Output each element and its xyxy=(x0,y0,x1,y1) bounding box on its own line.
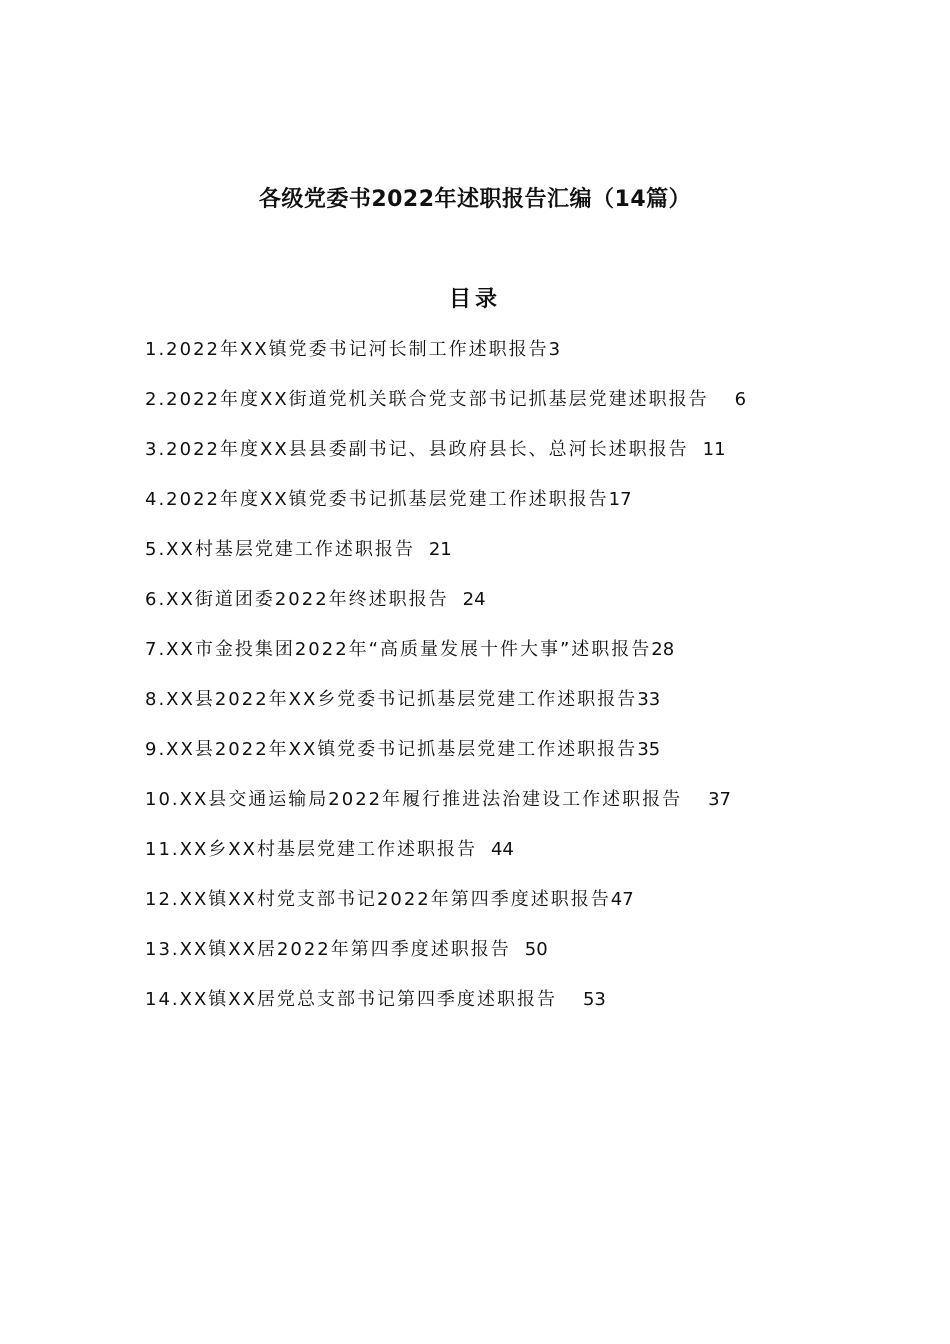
toc-entry[interactable] xyxy=(145,435,825,485)
toc-entry-page-number: 3 xyxy=(548,339,561,360)
toc-entry-page-number: 44 xyxy=(490,839,514,860)
toc-entry-page-number: 37 xyxy=(708,789,732,810)
toc-entry-page-number: 11 xyxy=(702,439,726,460)
toc-entry-title: 8.XX县2022年XX乡党委书记抓基层党建工作述职报告 xyxy=(145,689,638,710)
toc-entry-page-number: 47 xyxy=(610,889,634,910)
toc-entry-title: 11.XX乡XX村基层党建工作述职报告 xyxy=(145,839,477,860)
toc-entry[interactable] xyxy=(145,885,825,935)
toc-entry-page-number: 17 xyxy=(608,489,632,510)
toc-entry-page-number: 33 xyxy=(637,689,661,710)
toc-entry-title: 10.XX县交通运输局2022年履行推进法治建设工作述职报告 xyxy=(145,789,683,810)
toc-entry-title: 3.2022年度XX县县委副书记、县政府县长、总河长述职报告 xyxy=(145,439,689,460)
toc-entry-page-number: 53 xyxy=(582,989,606,1010)
toc-entry-page-number: 6 xyxy=(734,389,747,410)
toc-entry-title: 5.XX村基层党建工作述职报告 xyxy=(145,539,415,560)
toc-entry[interactable] xyxy=(145,785,825,835)
toc-entry[interactable] xyxy=(145,685,825,735)
toc-entry-title: 2.2022年度XX街道党机关联合党支部书记抓基层党建述职报告 xyxy=(145,389,709,410)
toc-entry-title: 7.XX市金投集团2022年“高质量发展十件大事”述职报告 xyxy=(145,639,652,660)
document-title: 各级党委书2022年述职报告汇编（14篇） xyxy=(258,187,692,212)
toc-entry[interactable] xyxy=(145,735,825,785)
toc-entry[interactable] xyxy=(145,535,825,585)
toc-entry[interactable] xyxy=(145,485,825,535)
toc-entry-page-number: 50 xyxy=(524,939,548,960)
toc-entry-page-number: 35 xyxy=(637,739,661,760)
toc-entry[interactable] xyxy=(145,585,825,635)
toc-entry[interactable] xyxy=(145,985,825,1035)
toc-entry[interactable] xyxy=(145,935,825,985)
toc-entry[interactable] xyxy=(145,335,825,385)
toc-entry-title: 14.XX镇XX居党总支部书记第四季度述职报告 xyxy=(145,989,557,1010)
toc-entry[interactable] xyxy=(145,635,825,685)
toc-entry-title: 6.XX街道团委2022年终述职报告 xyxy=(145,589,449,610)
toc-entry[interactable] xyxy=(145,385,825,435)
table-of-contents xyxy=(145,335,825,1035)
toc-entry-page-number: 21 xyxy=(428,539,452,560)
toc-entry-title: 13.XX镇XX居2022年第四季度述职报告 xyxy=(145,939,511,960)
toc-entry-title: 9.XX县2022年XX镇党委书记抓基层党建工作述职报告 xyxy=(145,739,638,760)
toc-entry-page-number: 28 xyxy=(651,639,675,660)
toc-entry-title: 4.2022年度XX镇党委书记抓基层党建工作述职报告 xyxy=(145,489,609,510)
toc-entry-title: 1.2022年XX镇党委书记河长制工作述职报告 xyxy=(145,339,549,360)
toc-heading: 目录 xyxy=(448,287,501,312)
toc-entry[interactable] xyxy=(145,835,825,885)
toc-entry-page-number: 24 xyxy=(462,589,486,610)
toc-entry-title: 12.XX镇XX村党支部书记2022年第四季度述职报告 xyxy=(145,889,611,910)
